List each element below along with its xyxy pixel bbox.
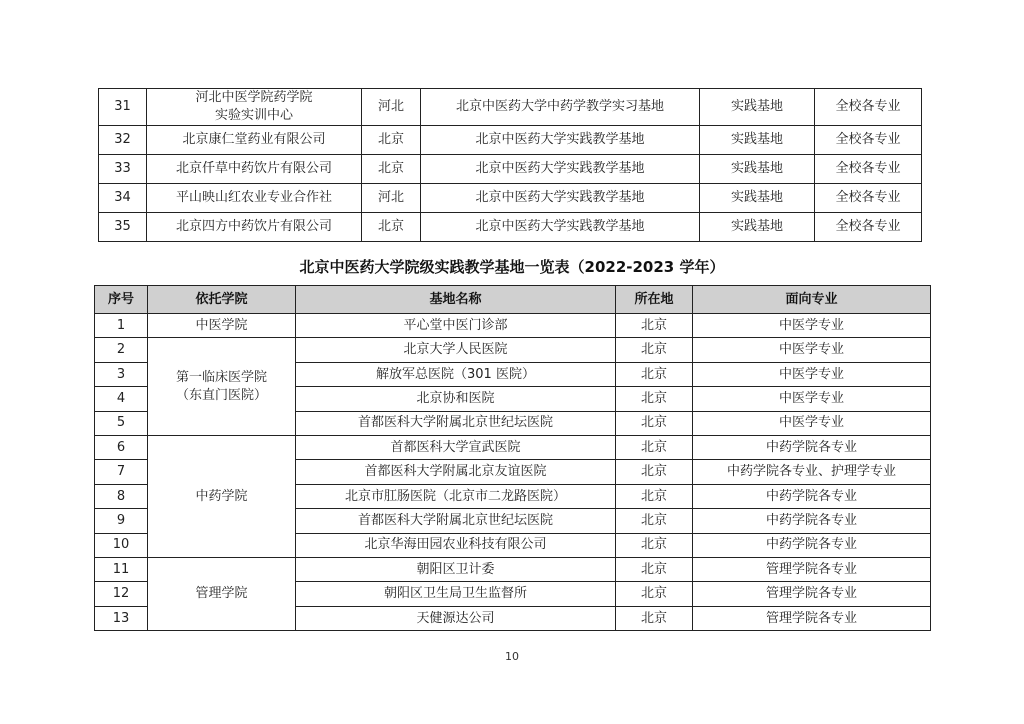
row-number: 12: [95, 582, 148, 606]
location: 北京: [616, 582, 693, 606]
location: 北京: [616, 533, 693, 557]
base-name: 朝阳区卫计委: [296, 557, 616, 581]
base-name: 北京中医药大学实践教学基地: [421, 184, 700, 213]
location: 北京: [616, 314, 693, 338]
section-title: 北京中医药大学院级实践教学基地一览表（2022-2023 学年）: [299, 258, 725, 276]
org-name: 平山映山红农业专业合作社: [147, 184, 362, 213]
major: 中医学专业: [693, 338, 931, 362]
major: 中医学专业: [693, 314, 931, 338]
base-name: 首都医科大学附属北京世纪坛医院: [296, 509, 616, 533]
major: 中医学专业: [693, 411, 931, 435]
row-number: 2: [95, 338, 148, 362]
base-name: 平心堂中医门诊部: [296, 314, 616, 338]
org-name: 北京仟草中药饮片有限公司: [147, 155, 362, 184]
location: 北京: [616, 362, 693, 386]
base-name: 北京市肛肠医院（北京市二龙路医院）: [296, 484, 616, 508]
base-name: 首都医科大学附属北京世纪坛医院: [296, 411, 616, 435]
location: 北京: [362, 155, 421, 184]
top-base-table: [98, 88, 922, 242]
row-number: 13: [95, 606, 148, 630]
location: 北京: [616, 606, 693, 630]
base-type: 实践基地: [700, 89, 815, 126]
base-name: 首都医科大学宣武医院: [296, 435, 616, 459]
major: 管理学院各专业: [693, 557, 931, 581]
base-name: 天健源达公司: [296, 606, 616, 630]
college-name-line2: （东直门医院）: [175, 387, 267, 403]
org-name-line2: 实验实训中心: [214, 108, 293, 123]
location: 北京: [362, 126, 421, 155]
row-number: 11: [95, 557, 148, 581]
row-number: 35: [99, 213, 147, 242]
college-name: 管理学院: [148, 557, 296, 630]
college-name-line1: 第一临床医学院: [175, 370, 267, 386]
college-name: [148, 338, 296, 436]
org-name: 北京四方中药饮片有限公司: [147, 213, 362, 242]
location: 北京: [616, 557, 693, 581]
table-row: [99, 184, 922, 213]
major-scope: 全校各专业: [815, 126, 922, 155]
major: 中药学院各专业、护理学专业: [693, 460, 931, 484]
location: 河北: [362, 89, 421, 126]
table-row: [95, 557, 931, 581]
location: 北京: [616, 435, 693, 459]
major: 中医学专业: [693, 362, 931, 386]
header-location: 所在地: [616, 286, 693, 314]
major: 中药学院各专业: [693, 509, 931, 533]
row-number: 8: [95, 484, 148, 508]
base-name: 朝阳区卫生局卫生监督所: [296, 582, 616, 606]
major: 管理学院各专业: [693, 582, 931, 606]
location: 北京: [616, 484, 693, 508]
table-header-row: [95, 286, 931, 314]
location: 北京: [616, 460, 693, 484]
college-base-table: [94, 285, 931, 631]
org-name-line1: 河北中医学院药学院: [195, 90, 313, 106]
header-base-name: 基地名称: [296, 286, 616, 314]
row-number: 34: [99, 184, 147, 213]
base-type: 实践基地: [700, 213, 815, 242]
college-name: 中医学院: [148, 314, 296, 338]
org-name: 北京康仁堂药业有限公司: [147, 126, 362, 155]
base-name: 解放军总医院（301 医院）: [296, 362, 616, 386]
base-name: 北京中医药大学中药学教学实习基地: [421, 89, 700, 126]
table-row: [99, 126, 922, 155]
table-row: [99, 155, 922, 184]
base-name: 北京协和医院: [296, 387, 616, 411]
row-number: 3: [95, 362, 148, 386]
base-name: 首都医科大学附属北京友谊医院: [296, 460, 616, 484]
org-name: [147, 89, 362, 126]
major: 中药学院各专业: [693, 484, 931, 508]
row-number: 4: [95, 387, 148, 411]
major-scope: 全校各专业: [815, 213, 922, 242]
base-name: 北京中医药大学实践教学基地: [421, 155, 700, 184]
row-number: 10: [95, 533, 148, 557]
major: 中药学院各专业: [693, 435, 931, 459]
base-name: 北京中医药大学实践教学基地: [421, 213, 700, 242]
major-scope: 全校各专业: [815, 89, 922, 126]
row-number: 7: [95, 460, 148, 484]
location: 河北: [362, 184, 421, 213]
base-type: 实践基地: [700, 126, 815, 155]
base-type: 实践基地: [700, 184, 815, 213]
row-number: 1: [95, 314, 148, 338]
table-row: [95, 338, 931, 362]
location: 北京: [616, 387, 693, 411]
row-number: 6: [95, 435, 148, 459]
location: 北京: [616, 411, 693, 435]
header-number: 序号: [95, 286, 148, 314]
table-row: [99, 89, 922, 126]
table-row: [95, 314, 931, 338]
row-number: 31: [99, 89, 147, 126]
base-name: 北京中医药大学实践教学基地: [421, 126, 700, 155]
table-row: [95, 435, 931, 459]
location: 北京: [616, 509, 693, 533]
base-name: 北京华海田园农业科技有限公司: [296, 533, 616, 557]
location: 北京: [616, 338, 693, 362]
major: 管理学院各专业: [693, 606, 931, 630]
major-scope: 全校各专业: [815, 155, 922, 184]
page-number: 10: [505, 650, 519, 663]
row-number: 9: [95, 509, 148, 533]
major-scope: 全校各专业: [815, 184, 922, 213]
header-college: 依托学院: [148, 286, 296, 314]
base-name: 北京大学人民医院: [296, 338, 616, 362]
header-major: 面向专业: [693, 286, 931, 314]
row-number: 32: [99, 126, 147, 155]
location: 北京: [362, 213, 421, 242]
major: 中医学专业: [693, 387, 931, 411]
row-number: 33: [99, 155, 147, 184]
row-number: 5: [95, 411, 148, 435]
base-type: 实践基地: [700, 155, 815, 184]
table-row: [99, 213, 922, 242]
major: 中药学院各专业: [693, 533, 931, 557]
college-name: 中药学院: [148, 435, 296, 557]
